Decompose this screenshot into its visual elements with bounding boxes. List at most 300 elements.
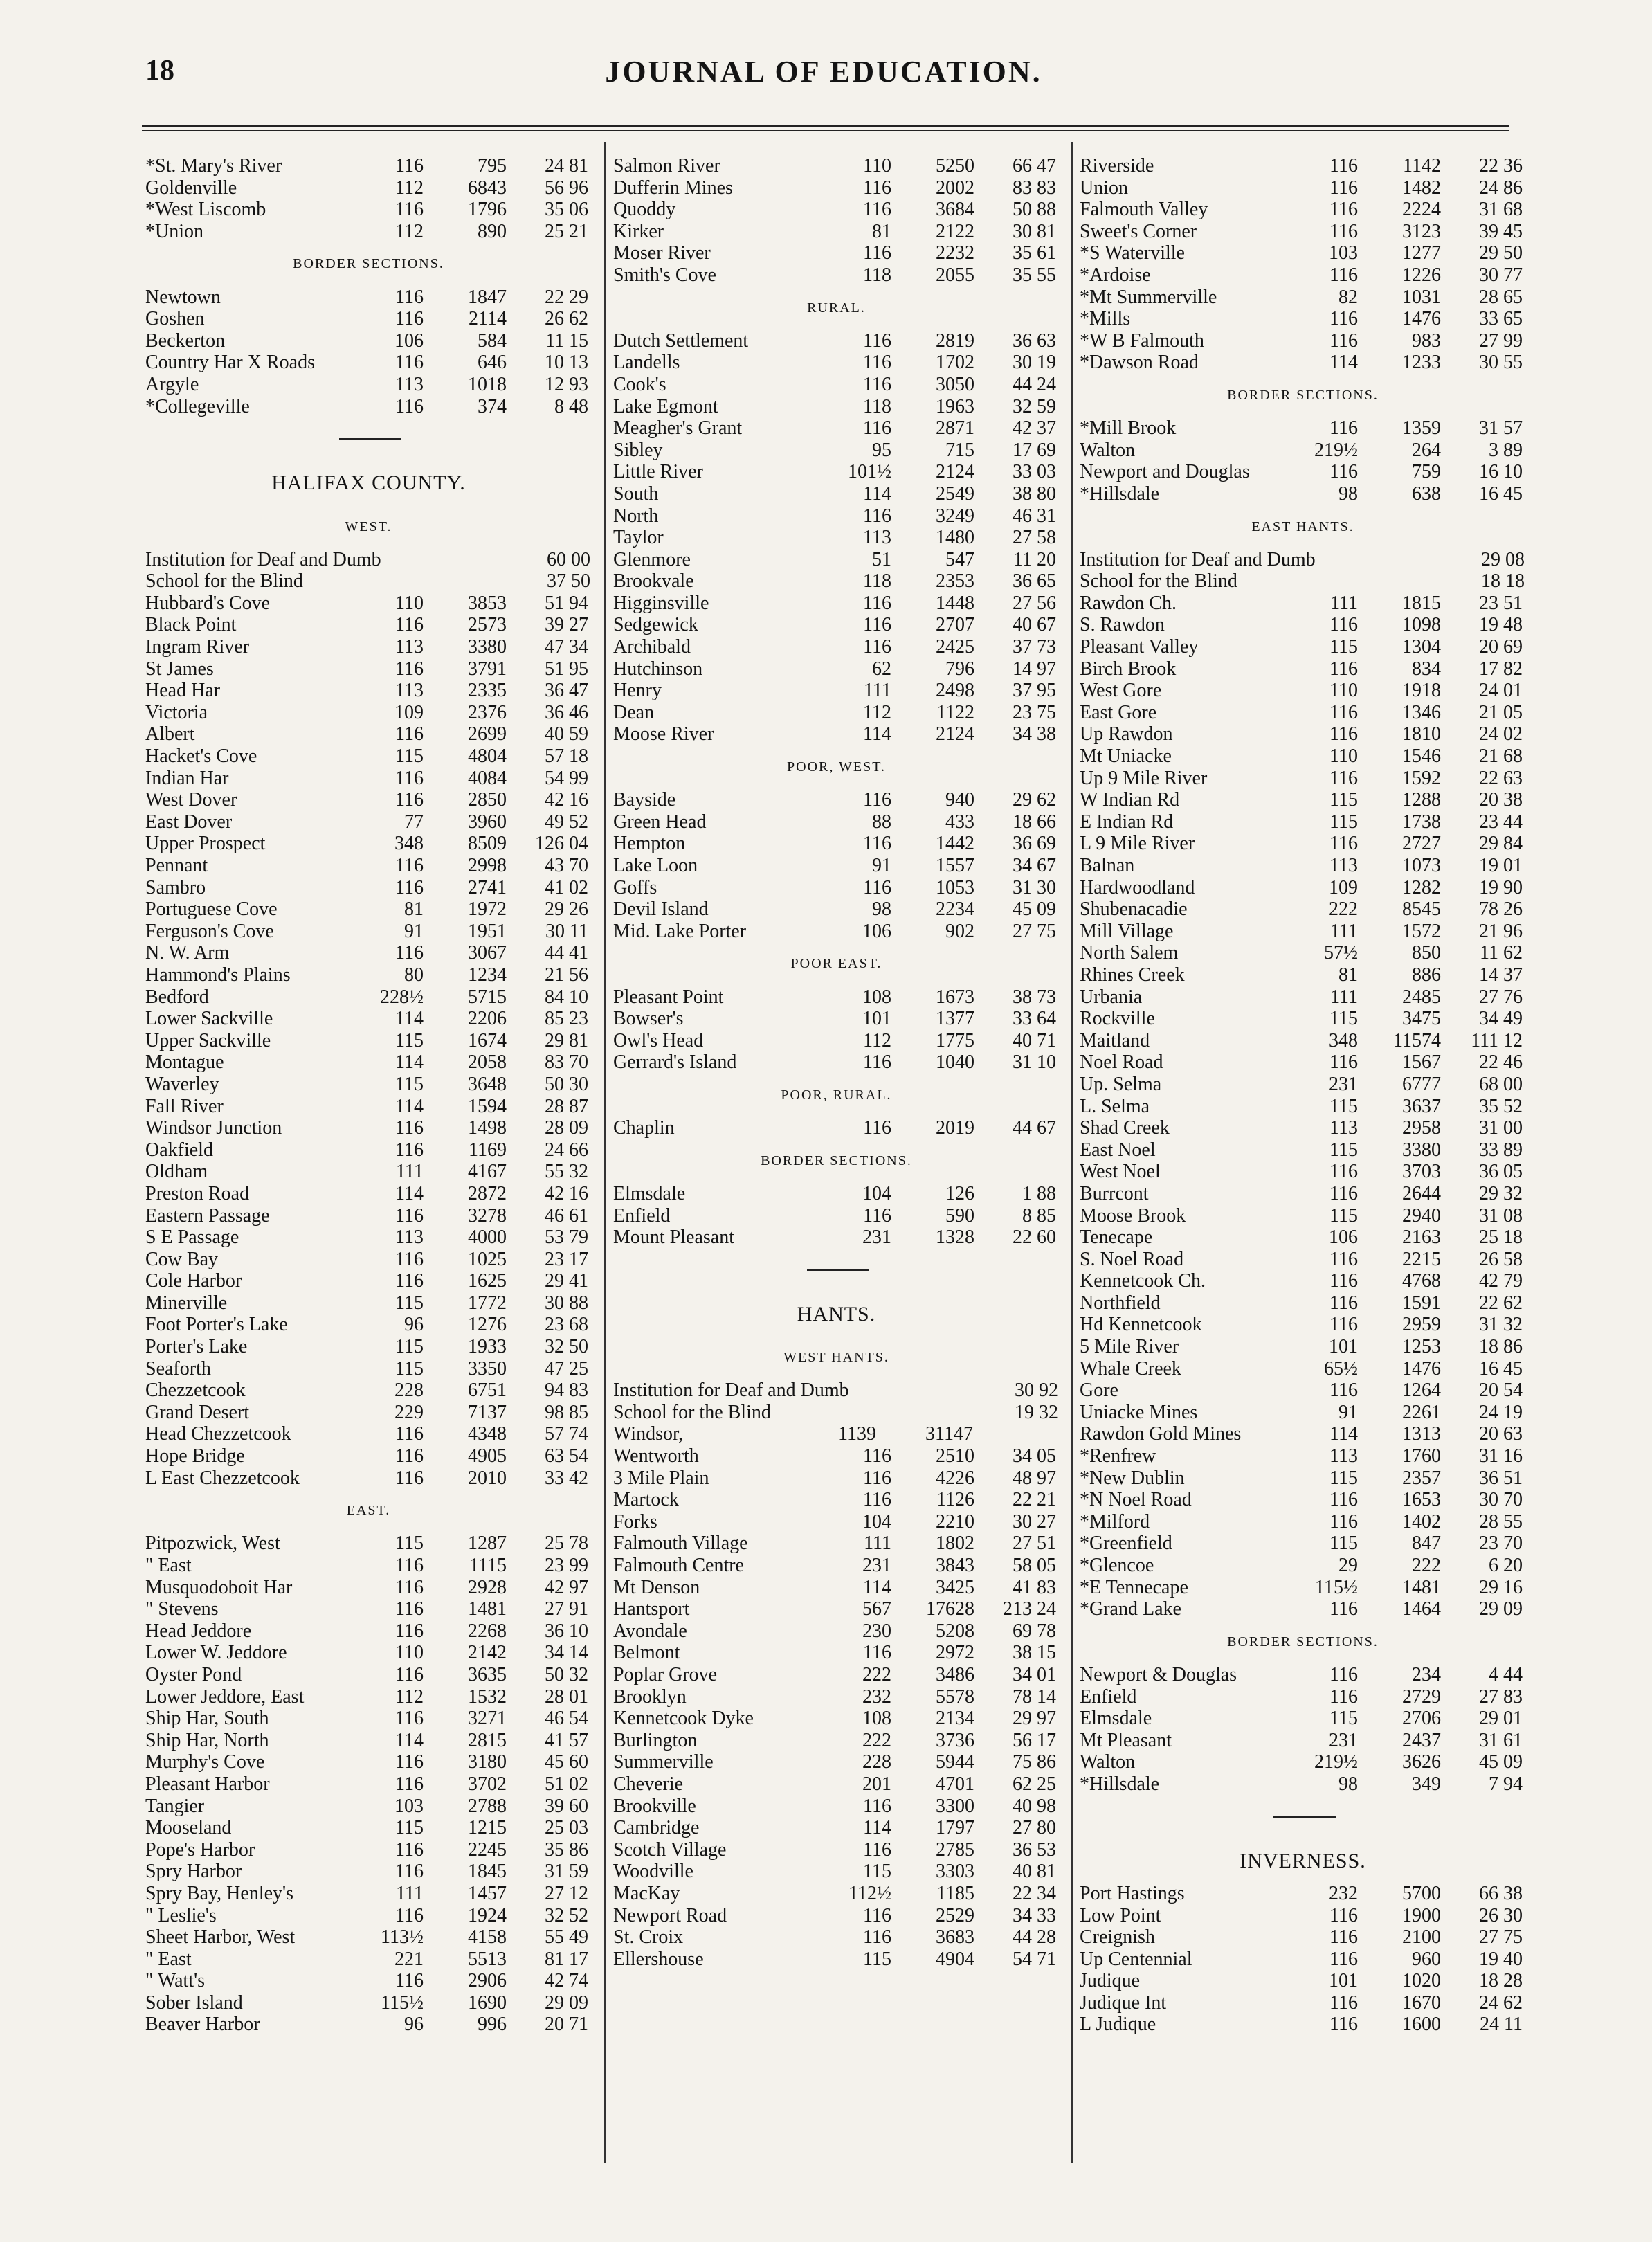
section-heading: EAST.	[346, 1503, 391, 1519]
column-a-value: 116	[863, 199, 891, 221]
column-b-value: 3271	[468, 1708, 507, 1730]
column-b-value: 2498	[936, 680, 974, 702]
column-c-value: 38 80	[1013, 482, 1056, 505]
column-a-value: 115	[1329, 789, 1358, 811]
table-row	[613, 1642, 1060, 1664]
column-divider	[604, 142, 606, 2163]
column-c-value: 33 42	[545, 1467, 588, 1489]
column-b-value: 1690	[468, 1991, 507, 2014]
table-row	[1080, 1445, 1526, 1467]
table-row	[1080, 1161, 1526, 1183]
column-a-value: 118	[863, 264, 891, 286]
table-row	[145, 287, 592, 309]
table-row	[1080, 1577, 1526, 1599]
column-a-value: 116	[395, 855, 424, 876]
column-b-value: 2437	[1402, 1729, 1441, 1751]
table-row	[1080, 1008, 1526, 1030]
column-b-value: 1738	[1402, 811, 1441, 833]
column-b-value: 3380	[468, 636, 507, 658]
column-b-value: 222	[1412, 1555, 1441, 1576]
column-b-value: 715	[945, 439, 974, 461]
section-name: *Mill Brook	[1080, 417, 1177, 440]
column-a-value: 112	[395, 177, 424, 199]
table-row	[1080, 1292, 1526, 1314]
column-b-value: 1572	[1402, 920, 1441, 942]
section-name: Riverside	[1080, 155, 1154, 177]
column-a-value: 222	[862, 1663, 891, 1685]
header-rule	[142, 125, 1509, 127]
column-a-value: 91	[404, 920, 424, 942]
column-a-value: 116	[863, 592, 891, 614]
section-name: *St. Mary's River	[145, 155, 282, 177]
table-row	[1080, 768, 1526, 790]
section-name: Murphy's Cove	[145, 1751, 265, 1773]
section-name: Head Jeddore	[145, 1620, 252, 1642]
column-a-value: 116	[395, 1139, 424, 1161]
column-a-value: 106	[394, 329, 424, 352]
column-b-value: 3303	[936, 1861, 974, 1883]
column-a-value: 116	[1329, 1663, 1358, 1685]
column-a-value: 116	[1329, 723, 1358, 745]
column-c-value: 27 75	[1013, 920, 1056, 942]
column-b-value: 847	[1412, 1533, 1441, 1555]
section-name: Brooklyn	[613, 1685, 687, 1708]
table-row	[613, 1796, 1060, 1818]
column-b-value: 1924	[468, 1904, 507, 1926]
column-b-value: 1480	[936, 527, 974, 549]
column-a-value: 113	[395, 373, 424, 395]
column-c-value: 75 86	[1013, 1751, 1056, 1773]
table-row	[1080, 745, 1526, 768]
section-name: 3 Mile Plain	[613, 1467, 709, 1489]
column-c-value: 31 08	[1479, 1204, 1523, 1227]
column-a-value: 221	[394, 1948, 424, 1970]
table-row	[145, 614, 592, 636]
column-b-value: 902	[945, 920, 974, 942]
column-c-value: 19 32	[1015, 1401, 1058, 1423]
column-b-value: 2819	[936, 329, 974, 352]
section-name: Windsor Junction	[145, 1117, 282, 1139]
section-name: " East	[145, 1948, 192, 1970]
column-b-value: 4905	[468, 1445, 507, 1467]
section-name: *Mt Summerville	[1080, 286, 1217, 308]
column-a-value: 228	[862, 1751, 891, 1773]
journal-title: JOURNAL OF EDUCATION.	[605, 55, 1042, 89]
column-a-value: 115	[863, 1861, 891, 1883]
column-c-value: 54 71	[1013, 1948, 1056, 1970]
column-a-value: 77	[404, 811, 424, 833]
table-row	[1080, 658, 1526, 680]
column-c-value: 30 27	[1013, 1510, 1056, 1533]
column-b-value: 850	[1412, 942, 1441, 964]
column-c-value: 62 25	[1013, 1773, 1056, 1795]
column-a-value: 116	[395, 1663, 424, 1685]
section-name: S. Noel Road	[1080, 1248, 1184, 1270]
table-row	[613, 658, 1060, 680]
section-name: Fall River	[145, 1095, 224, 1117]
table-row	[1080, 483, 1526, 505]
column-b-value: 940	[945, 789, 974, 811]
table-row	[613, 155, 1060, 177]
column-a-value: 231	[862, 1227, 891, 1249]
table-row	[613, 1730, 1060, 1752]
column-b-value: 2261	[1402, 1401, 1441, 1423]
section-name: Newport Road	[613, 1904, 727, 1926]
section-name: Chaplin	[613, 1117, 675, 1139]
column-c-value: 23 99	[545, 1555, 588, 1576]
column-a-value: 116	[1329, 1685, 1358, 1708]
section-name: Black Point	[145, 614, 237, 636]
column-b-value: 1025	[468, 1248, 507, 1270]
table-row	[613, 1926, 1060, 1949]
column-c-value: 24 11	[1480, 2014, 1523, 2036]
column-a-value: 112	[395, 220, 424, 242]
column-a-value: 116	[395, 1620, 424, 1642]
column-b-value: 2010	[468, 1467, 507, 1489]
column-a-value: 116	[863, 1445, 891, 1467]
section-name: Albert	[145, 723, 195, 745]
section-name: St James	[145, 658, 214, 680]
column-a-value: 81	[404, 898, 424, 921]
section-name: Green Head	[613, 811, 707, 833]
column-a-value: 62	[872, 658, 891, 680]
table-row	[1080, 1708, 1526, 1730]
table-row	[145, 921, 592, 943]
table-row	[145, 1598, 592, 1620]
table-row	[613, 1883, 1060, 1905]
table-row	[613, 789, 1060, 811]
table-row	[613, 1051, 1060, 1074]
table-row	[1080, 723, 1526, 745]
section-name: *Greenfield	[1080, 1533, 1172, 1555]
section-name: *E Tennecape	[1080, 1576, 1188, 1598]
table-row	[613, 1380, 1060, 1402]
column-c-value: 36 65	[1013, 570, 1056, 593]
table-row	[145, 374, 592, 396]
column-b-value: 2972	[936, 1642, 974, 1664]
column-c-value: 111 12	[1471, 1029, 1523, 1051]
column-b-value: 1673	[936, 986, 974, 1008]
section-name: *Milford	[1080, 1510, 1150, 1533]
column-c-value: 39 60	[545, 1795, 588, 1817]
column-a-value: 115½	[1315, 1576, 1358, 1598]
column-a-value: 115	[395, 1817, 424, 1839]
column-c-value: 14 37	[1479, 964, 1523, 986]
column-c-value: 28 87	[545, 1095, 588, 1117]
column-c-value: 27 80	[1013, 1817, 1056, 1839]
column-c-value: 29 01	[1479, 1708, 1523, 1730]
section-name: Shubenacadie	[1080, 898, 1188, 921]
section-name: Port Hastings	[1080, 1882, 1185, 1904]
column-b-value: 646	[478, 352, 507, 374]
column-c-value: 23 75	[1013, 701, 1056, 723]
column-b-value: 5208	[936, 1620, 974, 1642]
column-a-value: 111	[864, 1533, 891, 1555]
column-a-value: 116	[1329, 329, 1358, 352]
column-b-value: 1845	[468, 1861, 507, 1883]
table-row	[145, 1358, 592, 1380]
column-c-value: 7 94	[1489, 1773, 1523, 1795]
section-heading: POOR, WEST.	[787, 759, 886, 775]
column-a-value: 116	[1329, 155, 1358, 177]
column-c-value: 24 66	[545, 1139, 588, 1161]
column-b-value: 1253	[1402, 1336, 1441, 1358]
table-row	[145, 199, 592, 221]
column-b-value: 1053	[936, 876, 974, 898]
table-row	[613, 242, 1060, 264]
section-name: Mt Pleasant	[1080, 1729, 1172, 1751]
column-c-value: 29 16	[1479, 1576, 1523, 1598]
table-row	[145, 1467, 592, 1490]
section-name: Summerville	[613, 1751, 714, 1773]
column-c-value: 22 36	[1479, 155, 1523, 177]
table-row	[145, 1074, 592, 1096]
column-c-value: 36 53	[1013, 1838, 1056, 1861]
table-row	[613, 593, 1060, 615]
section-name: Kirker	[613, 220, 664, 242]
table-row	[145, 396, 592, 418]
column-b-value: 2706	[1402, 1708, 1441, 1730]
column-c-value: 31 59	[545, 1861, 588, 1883]
table-row	[1080, 242, 1526, 264]
section-name: Archibald	[613, 636, 691, 658]
column-c-value: 27 83	[1479, 1685, 1523, 1708]
column-a-value: 228½	[380, 986, 424, 1008]
table-row	[145, 1555, 592, 1577]
column-c-value: 40 71	[1013, 1029, 1056, 1051]
table-row	[145, 2014, 592, 2036]
table-row	[1080, 986, 1526, 1009]
column-c-value: 42 97	[545, 1576, 588, 1598]
column-b-value: 2958	[1402, 1117, 1441, 1139]
table-row	[1080, 614, 1526, 636]
column-a-value: 219½	[1314, 439, 1358, 461]
column-a-value: 114	[1329, 352, 1358, 374]
table-row	[613, 570, 1060, 593]
section-name: " Stevens	[145, 1598, 219, 1620]
column-c-value: 45 60	[545, 1751, 588, 1773]
column-c-value: 33 64	[1013, 1008, 1056, 1030]
column-b-value: 1126	[936, 1489, 974, 1511]
table-row	[613, 1030, 1060, 1052]
section-name: Preston Road	[145, 1182, 250, 1204]
column-b-value: 1098	[1402, 614, 1441, 636]
column-a-value: 82	[1338, 286, 1358, 308]
table-row	[145, 1796, 592, 1818]
column-c-value: 42 37	[1013, 417, 1056, 440]
column-b-value: 2940	[1402, 1204, 1441, 1227]
column-b-value: 4804	[468, 745, 507, 768]
table-row	[613, 1423, 1060, 1445]
table-row	[1080, 921, 1526, 943]
column-a-value: 116	[863, 352, 891, 374]
column-b-value: 3684	[936, 199, 974, 221]
table-row	[613, 1533, 1060, 1555]
column-1	[145, 155, 592, 2036]
column-c-value: 81 17	[545, 1948, 588, 1970]
column-a-value: 116	[863, 1904, 891, 1926]
column-c-value: 23 70	[1479, 1533, 1523, 1555]
section-name: School for the Blind	[145, 570, 303, 593]
column-a-value: 116	[863, 876, 891, 898]
column-a-value: 116	[1329, 1904, 1358, 1926]
table-row	[145, 1773, 592, 1796]
section-name: Uniacke Mines	[1080, 1401, 1198, 1423]
section-name: Mt Denson	[613, 1576, 700, 1598]
column-c-value: 36 63	[1013, 329, 1056, 352]
table-row	[1080, 680, 1526, 702]
table-row	[1080, 811, 1526, 833]
column-a-value: 231	[862, 1555, 891, 1576]
column-a-value: 96	[404, 2014, 424, 2036]
column-c-value	[973, 1423, 1055, 1445]
table-row	[145, 1839, 592, 1861]
section-heading: BORDER SECTIONS.	[1227, 1634, 1379, 1649]
table-row	[1080, 593, 1526, 615]
table-row	[613, 352, 1060, 374]
section-name: Victoria	[145, 701, 208, 723]
column-b-value: 3853	[468, 592, 507, 614]
column-c-value: 83 70	[545, 1051, 588, 1074]
column-c-value: 20 38	[1479, 789, 1523, 811]
table-row	[613, 1620, 1060, 1643]
column-c-value: 46 31	[1013, 505, 1056, 527]
column-a-value: 116	[1329, 1948, 1358, 1970]
column-a-value: 104	[862, 1182, 891, 1204]
section-name: Up. Selma	[1080, 1073, 1162, 1095]
column-c-value: 27 76	[1479, 986, 1523, 1008]
column-c-value: 36 10	[545, 1620, 588, 1642]
column-a-value: 228	[394, 1380, 424, 1402]
column-a-value: 116	[1329, 1926, 1358, 1949]
table-row	[1080, 1773, 1526, 1796]
column-a-value: 116	[395, 1423, 424, 1445]
column-c-value: 31 00	[1479, 1117, 1523, 1139]
section-heading: EAST HANTS.	[1251, 518, 1354, 534]
column-b-value: 4226	[936, 1467, 974, 1489]
table-row	[1080, 942, 1526, 964]
column-b-value: 2357	[1402, 1467, 1441, 1489]
column-a-value: 98	[1338, 482, 1358, 505]
section-name: L. Selma	[1080, 1095, 1150, 1117]
column-b-value: 1797	[936, 1817, 974, 1839]
table-row	[145, 1949, 592, 1971]
column-c-value: 35 52	[1479, 1095, 1523, 1117]
column-b-value: 1481	[468, 1598, 507, 1620]
column-a-value: 51	[872, 548, 891, 570]
column-c-value: 33 65	[1479, 308, 1523, 330]
column-b-value: 1442	[936, 833, 974, 855]
column-b-value: 1557	[936, 855, 974, 876]
column-c-value: 68 00	[1479, 1073, 1523, 1095]
column-b-value: 996	[478, 2014, 507, 2036]
table-row	[613, 199, 1060, 221]
table-row	[613, 483, 1060, 505]
section-name: Newport & Douglas	[1080, 1663, 1237, 1685]
table-row	[613, 1008, 1060, 1030]
column-c-value: 3 89	[1489, 439, 1523, 461]
column-a-value: 95	[872, 439, 891, 461]
table-row	[145, 1730, 592, 1752]
table-row	[1080, 1905, 1526, 1927]
section-name: *Hillsdale	[1080, 1773, 1160, 1795]
column-a-value: 114	[863, 723, 891, 745]
table-row	[613, 1511, 1060, 1533]
column-a-value: 116	[395, 1270, 424, 1292]
column-c-value: 36 46	[545, 701, 588, 723]
column-c-value: 46 54	[545, 1708, 588, 1730]
column-b-value: 890	[478, 220, 507, 242]
column-c-value: 213 24	[1003, 1598, 1056, 1620]
column-c-value: 22 34	[1013, 1882, 1056, 1904]
section-name: Cole Harbor	[145, 1270, 242, 1292]
column-c-value: 32 59	[1013, 395, 1056, 417]
column-c-value: 85 23	[545, 1008, 588, 1030]
column-a-value: 115	[1329, 1095, 1358, 1117]
section-name: *Collegeville	[145, 395, 250, 417]
column-b-value: 5944	[936, 1751, 974, 1773]
section-name: " Watt's	[145, 1970, 206, 1992]
column-c-value: 83 83	[1013, 177, 1056, 199]
table-row	[1080, 199, 1526, 221]
column-a-value: 116	[1329, 1270, 1358, 1292]
column-a-value: 116	[1329, 1248, 1358, 1270]
column-a-value: 101	[862, 1008, 891, 1030]
table-row	[1080, 1051, 1526, 1074]
column-b-value: 433	[945, 811, 974, 833]
section-name: Elmsdale	[613, 1182, 686, 1204]
column-b-value: 3123	[1402, 220, 1441, 242]
column-b-value: 7137	[468, 1401, 507, 1423]
column-b-value: 3635	[468, 1663, 507, 1685]
column-b-value: 8545	[1402, 898, 1441, 921]
section-name: Rhines Creek	[1080, 964, 1185, 986]
table-row	[145, 986, 592, 1009]
column-b-value: 2510	[936, 1445, 974, 1467]
column-c-value: 31 30	[1013, 876, 1056, 898]
section-name: Lake Loon	[613, 855, 698, 876]
column-b-value: 2872	[468, 1182, 507, 1204]
table-row	[145, 1577, 592, 1599]
table-row	[145, 570, 592, 593]
column-b-value: 1287	[468, 1533, 507, 1555]
column-c-value: 31 32	[1479, 1314, 1523, 1336]
column-c-value: 18 18	[1481, 570, 1525, 593]
section-name: Indian Har	[145, 767, 229, 789]
table-row	[1080, 1533, 1526, 1555]
column-b-value: 960	[1412, 1948, 1441, 1970]
column-c-value: 6 20	[1489, 1555, 1523, 1576]
section-name: L 9 Mile River	[1080, 833, 1195, 855]
column-b-value: 2644	[1402, 1182, 1441, 1204]
column-b-value: 6751	[468, 1380, 507, 1402]
column-c-value: 18 28	[1479, 1970, 1523, 1992]
column-a-value: 103	[1329, 242, 1358, 264]
column-b-value: 1591	[1402, 1292, 1441, 1314]
column-b-value: 3425	[936, 1576, 974, 1598]
section-name: Sheet Harbor, West	[145, 1926, 296, 1949]
section-name: Creignish	[1080, 1926, 1155, 1949]
column-a-value: 111	[864, 680, 891, 702]
column-b-value: 1476	[1402, 308, 1441, 330]
section-heading: WEST HANTS.	[783, 1350, 889, 1366]
table-row	[145, 308, 592, 330]
column-c-value: 25 18	[1479, 1227, 1523, 1249]
column-c-value: 21 56	[545, 964, 588, 986]
column-c-value: 27 51	[1013, 1533, 1056, 1555]
column-c-value: 31 57	[1479, 417, 1523, 440]
table-row	[613, 614, 1060, 636]
